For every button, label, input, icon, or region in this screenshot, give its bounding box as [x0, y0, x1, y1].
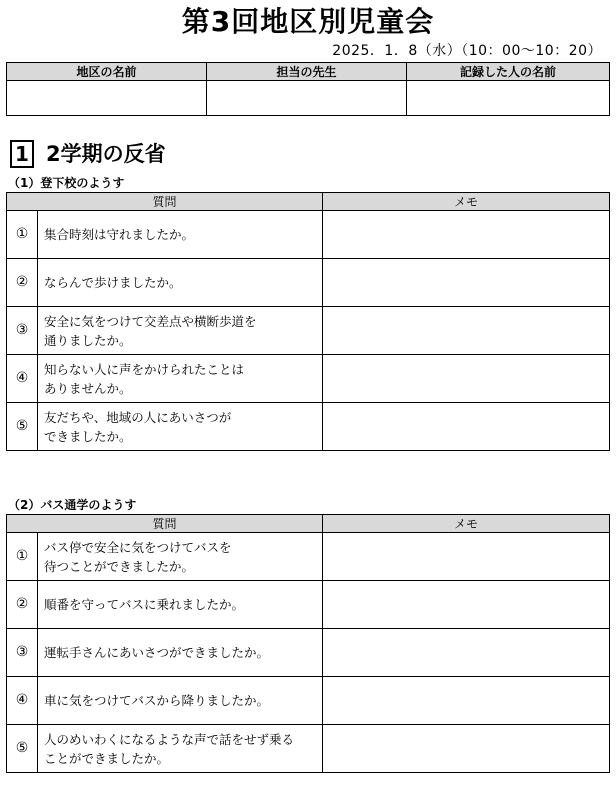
- memo-field[interactable]: [323, 355, 610, 403]
- table-row: [7, 211, 610, 259]
- district-name-field[interactable]: [7, 81, 207, 116]
- memo-field[interactable]: [323, 403, 610, 451]
- table-row: [7, 677, 610, 725]
- question-number: ④: [7, 677, 38, 725]
- meeting-date: 2025．1．8（水）（10：00～10：20）: [332, 43, 602, 59]
- info-table: [6, 62, 610, 116]
- question-text: 集合時刻は守れましたか。: [38, 211, 323, 259]
- question-number: ④: [7, 355, 38, 403]
- section-number: 1: [10, 140, 34, 168]
- question-number: ②: [7, 581, 38, 629]
- question-number: ③: [7, 629, 38, 677]
- question-text: 車に気をつけてバスから降りましたか。: [38, 677, 323, 725]
- table-row: [7, 629, 610, 677]
- memo-field[interactable]: [323, 725, 610, 773]
- commute-question-table: [6, 192, 610, 451]
- subsection-bus-title: （2）バス通学のようす: [8, 498, 137, 512]
- table-row: [7, 307, 610, 355]
- memo-field[interactable]: [323, 211, 610, 259]
- recorder-field[interactable]: [407, 81, 610, 116]
- memo-field[interactable]: [323, 581, 610, 629]
- question-header: 質問: [7, 193, 323, 211]
- question-header: 質問: [7, 515, 323, 533]
- question-text: 知らない人に声をかけられたことは ありませんか。: [38, 355, 323, 403]
- bus-question-table: [6, 514, 610, 773]
- section-title: [10, 140, 166, 168]
- question-number: ⑤: [7, 725, 38, 773]
- district-name-header: 地区の名前: [7, 63, 207, 81]
- memo-field[interactable]: [323, 533, 610, 581]
- memo-header: メモ: [323, 193, 610, 211]
- question-number: ②: [7, 259, 38, 307]
- table-row: [7, 403, 610, 451]
- section-heading: 2学期の反省: [46, 142, 166, 166]
- memo-field[interactable]: [323, 259, 610, 307]
- question-number: ①: [7, 533, 38, 581]
- table-row: [7, 581, 610, 629]
- question-text: 安全に気をつけて交差点や横断歩道を 通りましたか。: [38, 307, 323, 355]
- question-text: 順番を守ってバスに乗れましたか。: [38, 581, 323, 629]
- recorder-header: 記録した人の名前: [407, 63, 610, 81]
- memo-field[interactable]: [323, 677, 610, 725]
- table-row: [7, 533, 610, 581]
- question-text: 運転手さんにあいさつができましたか。: [38, 629, 323, 677]
- memo-header: メモ: [323, 515, 610, 533]
- table-row: [7, 259, 610, 307]
- question-number: ⑤: [7, 403, 38, 451]
- question-number: ①: [7, 211, 38, 259]
- question-text: ならんで歩けましたか。: [38, 259, 323, 307]
- memo-field[interactable]: [323, 307, 610, 355]
- page-title: 第3回地区別児童会: [181, 5, 435, 38]
- teacher-header: 担当の先生: [207, 63, 407, 81]
- question-text: バス停で安全に気をつけてバスを 待つことができましたか。: [38, 533, 323, 581]
- question-text: 友だちや、地域の人にあいさつが できましたか。: [38, 403, 323, 451]
- memo-field[interactable]: [323, 629, 610, 677]
- table-row: [7, 725, 610, 773]
- question-number: ③: [7, 307, 38, 355]
- subsection-commute-title: （1）登下校のようす: [8, 176, 125, 190]
- table-row: [7, 355, 610, 403]
- teacher-field[interactable]: [207, 81, 407, 116]
- question-text: 人のめいわくになるような声で話をせず乗る ことができましたか。: [38, 725, 323, 773]
